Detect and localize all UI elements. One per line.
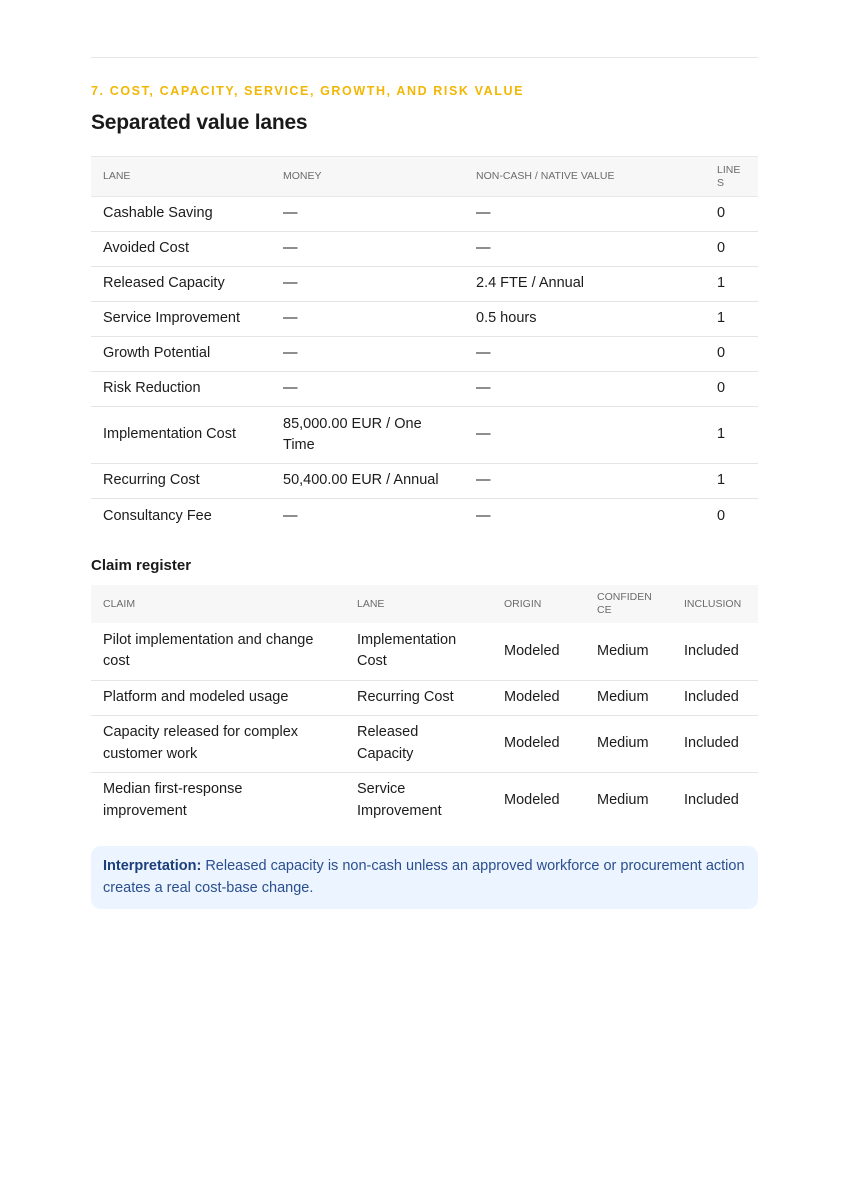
lane-cell: Recurring Cost [345,680,492,715]
interpretation-label: Interpretation: [103,858,202,874]
lane-cell: Service Improvement [345,772,492,829]
table-row [91,267,758,302]
noncash-cell: — [464,337,705,372]
table-row [91,464,758,499]
inclusion-cell: Included [684,642,739,659]
column-header-money: MONEY [271,157,464,197]
table-row [91,232,758,267]
table-row [91,499,758,534]
lines-cell: 1 [705,267,758,302]
column-header-claim: CLAIM [91,585,345,623]
table-row [91,680,758,715]
column-header-inclusion: INCLUSION [672,585,758,623]
table-row [91,302,758,337]
column-header-origin: ORIGIN [492,585,585,623]
claim-register-title: Claim register [91,557,192,574]
money-cell: — [271,197,464,232]
noncash-cell: — [464,197,705,232]
money-cell: — [271,337,464,372]
table-row [91,407,758,464]
lane-cell: Growth Potential [91,337,271,372]
lane-cell: Released Capacity [345,715,492,772]
lines-cell: 0 [705,197,758,232]
claim-cell: Pilot implementation and change cost [103,631,314,670]
table-row [91,197,758,232]
interpretation-callout [91,846,758,909]
confidence-cell: Medium [585,772,672,829]
table-row [91,372,758,407]
money-cell: — [271,499,464,534]
noncash-cell: — [464,499,705,534]
table-row [91,337,758,372]
lines-cell: 1 [705,407,758,464]
section-eyebrow: 7. COST, CAPACITY, SERVICE, GROWTH, AND RISK VALUE [91,84,525,98]
lines-cell: 1 [705,464,758,499]
money-cell: 50,400.00 EUR / Annual [271,464,464,499]
lane-cell: Cashable Saving [91,197,271,232]
confidence-cell: Medium [585,680,672,715]
table-row [91,623,758,680]
claim-cell: Platform and modeled usage [91,680,345,715]
inclusion-cell: Included [672,680,758,715]
column-header-lane: LANE [91,157,271,197]
lane-cell: Service Improvement [91,302,271,337]
top-divider [91,57,758,58]
noncash-cell: — [464,372,705,407]
origin-cell: Modeled [504,642,560,659]
money-cell: — [271,302,464,337]
origin-cell: Modeled [492,715,585,772]
value-lanes-table [91,156,758,534]
noncash-cell: — [464,232,705,267]
section-title: Separated value lanes [91,111,308,134]
noncash-cell: 0.5 hours [464,302,705,337]
money-cell: 85,000.00 EUR / One Time [271,407,464,464]
lane-cell: Risk Reduction [91,372,271,407]
lines-cell: 0 [705,499,758,534]
origin-cell: Modeled [492,680,585,715]
money-cell: — [271,232,464,267]
table-row [91,772,758,829]
money-cell: — [271,267,464,302]
confidence-cell: Medium [585,715,672,772]
lines-cell: 0 [705,337,758,372]
confidence-cell: Medium [597,642,649,659]
money-cell: — [271,372,464,407]
inclusion-cell: Included [672,715,758,772]
lines-cell: 0 [705,232,758,267]
column-header-confidence: CONFIDENCE [585,585,672,623]
claim-register-table [91,585,758,829]
interpretation-text: Released capacity is non-cash unless an approved workforce or procurement action creates a real cost-base change. [103,858,745,896]
table-header-row [91,585,758,623]
lane-cell: Consultancy Fee [91,499,271,534]
origin-cell: Modeled [492,772,585,829]
noncash-cell: 2.4 FTE / Annual [464,267,705,302]
lane-cell: Recurring Cost [91,464,271,499]
table-row [91,715,758,772]
inclusion-cell: Included [672,772,758,829]
noncash-cell: — [464,407,705,464]
column-header-lane: LANE [345,585,492,623]
lane-cell: Avoided Cost [91,232,271,267]
lane-cell: Implementation Cost [91,407,271,464]
claim-cell: Capacity released for complex customer work [91,715,345,772]
lane-cell: Released Capacity [91,267,271,302]
table-header-row [91,157,758,197]
claim-cell: Median first-response improvement [91,772,345,829]
lines-cell: 0 [705,372,758,407]
noncash-cell: — [464,464,705,499]
lines-cell: 1 [705,302,758,337]
lane-cell: Implementation Cost [357,631,457,670]
column-header-lines: LINES [705,157,758,197]
column-header-noncash: NON-CASH / NATIVE VALUE [464,157,705,197]
